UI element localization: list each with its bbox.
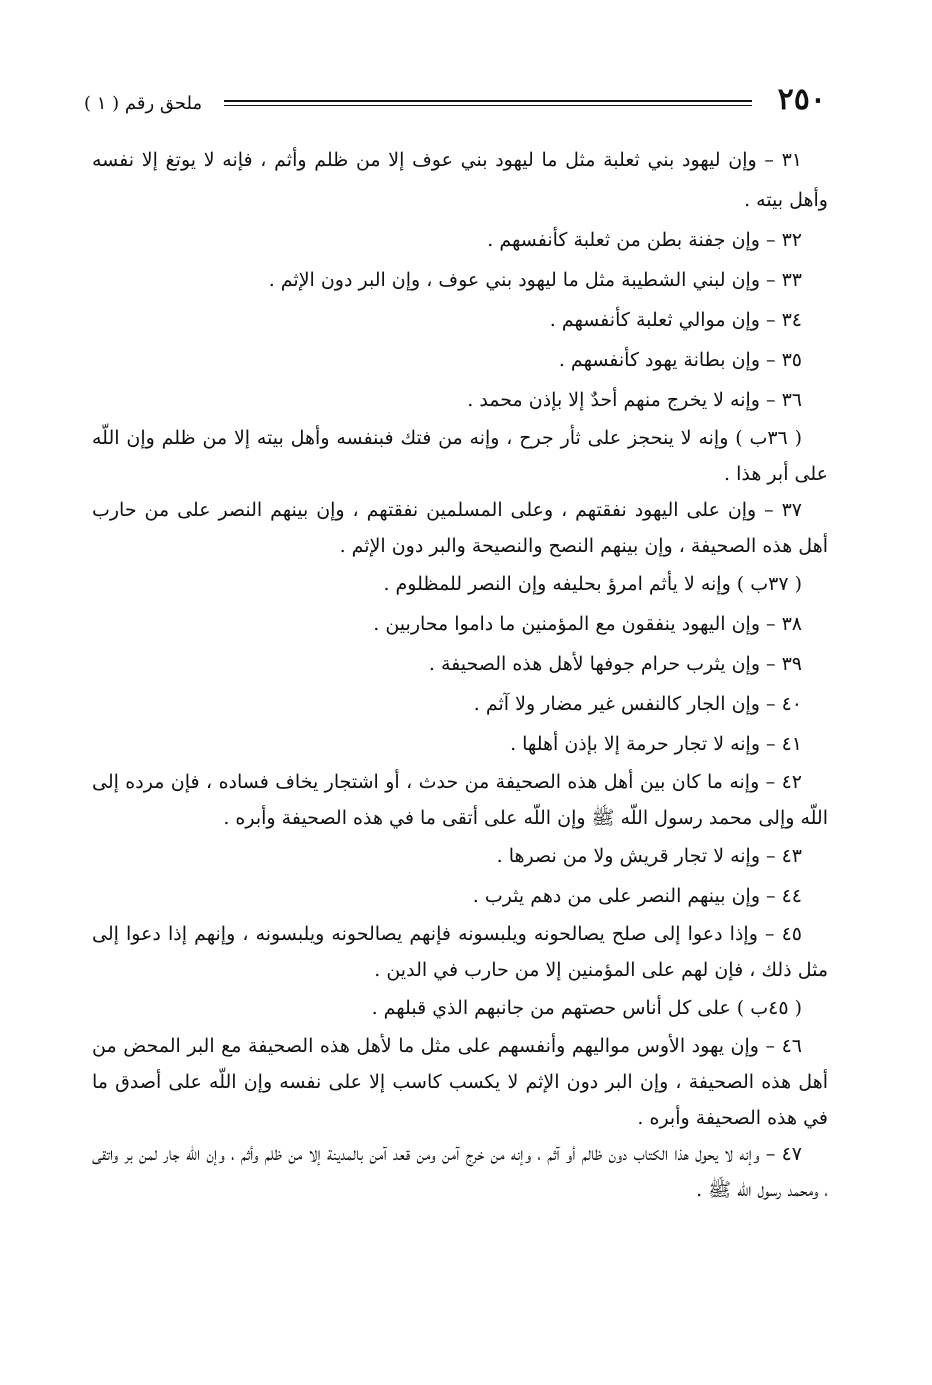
article-40: ٤٠ – وإن الجار كالنفس غير مضار ولا آثم . (473, 693, 802, 715)
article-35: ٣٥ – وإن بطانة يهود كأنفسهم . (558, 349, 802, 371)
article-38: ٣٨ – وإن اليهود ينفقون مع المؤمنين ما داموا محاربين . (373, 613, 802, 635)
article-43: ٤٣ – وإنه لا تجار قريش ولا من نصرها . (496, 845, 802, 867)
article-45b: ( ٤٥ب ) على كل أناس حصتهم من جانبهم الذي قبلهم . (371, 997, 802, 1019)
page-number: ٢٥٠ (777, 82, 826, 117)
article-33: ٣٣ – وإن لبني الشطيبة مثل ما ليهود بني عوف ، وإن البر دون الإثم . (268, 269, 802, 291)
article-31: ٣١ – وإن ليهود بني ثعلبة مثل ما ليهود بني عوف إلا من ظلم وأثم ، فإنه لا يوتغ إلا نفسه وأهل بيته . (92, 149, 828, 211)
article-44: ٤٤ – وإن بينهم النصر على من دهم يثرب . (472, 885, 802, 907)
article-list (92, 140, 828, 1208)
article-37b: ( ٣٧ب ) وإنه لا يأثم امرؤ بحليفه وإن النصر للمظلوم . (383, 573, 802, 595)
article-47: ٤٧ – وإنه لا يحول هذا الكتاب دون ظالم أو آثم ، وإنه من خرج آمن ومن قعد آمن بالمدينة إلا من ظلم وأثم ، وإن اللّه جار لمن بر واتقى ، ومحمد رسول اللّه ﷺ . (92, 1143, 828, 1201)
article-34: ٣٤ – وإن موالي ثعلبة كأنفسهم . (549, 309, 802, 331)
article-45: ٤٥ – وإذا دعوا إلى صلح يصالحونه ويلبسونه فإنهم يصالحونه ويلبسونه ، وإنهم إذا دعوا إلى مثل ذلك ، فإن لهم على المؤمنين إلا من حارب في الدين . (92, 923, 828, 981)
article-36b: ( ٣٦ب ) وإنه لا ينحجز على ثأر جرح ، وإنه من فتك فبنفسه وأهل بيته إلا من ظلم وإن اللّه على أبر هذا . (92, 427, 828, 485)
article-39: ٣٩ – وإن يثرب حرام جوفها لأهل هذه الصحيفة . (428, 653, 802, 675)
page-header (84, 82, 826, 126)
header-rule (224, 100, 752, 106)
article-36: ٣٦ – وإنه لا يخرج منهم أحدٌ إلا بإذن محمد . (467, 389, 802, 411)
article-37: ٣٧ – وإن على اليهود نفقتهم ، وعلى المسلمين نفقتهم ، وإن بينهم النصر على من حارب أهل هذه الصحيفة ، وإن بينهم النصح والنصيحة والبر دون الإثم . (92, 499, 828, 557)
article-46: ٤٦ – وإن يهود الأوس مواليهم وأنفسهم على مثل ما لأهل هذه الصحيفة مع البر المحض من أهل هذه الصحيفة ، وإن البر دون الإثم لا يكسب كاسب إلا على نفسه وإن اللّه على أصدق ما في هذه الصحيفة وأبره . (92, 1035, 828, 1129)
article-32: ٣٢ – وإن جفنة بطن من ثعلبة كأنفسهم . (487, 229, 802, 251)
article-42: ٤٢ – وإنه ما كان بين أهل هذه الصحيفة من حدث ، أو اشتجار يخاف فساده ، فإن مرده إلى اللّه وإلى محمد رسول اللّه ﷺ وإن اللّه على أتقى ما في هذه الصحيفة وأبره . (92, 771, 828, 829)
article-41: ٤١ – وإنه لا تجار حرمة إلا بإذن أهلها . (510, 733, 802, 755)
header-title: ملحق رقم ( ١ ) (84, 93, 203, 114)
